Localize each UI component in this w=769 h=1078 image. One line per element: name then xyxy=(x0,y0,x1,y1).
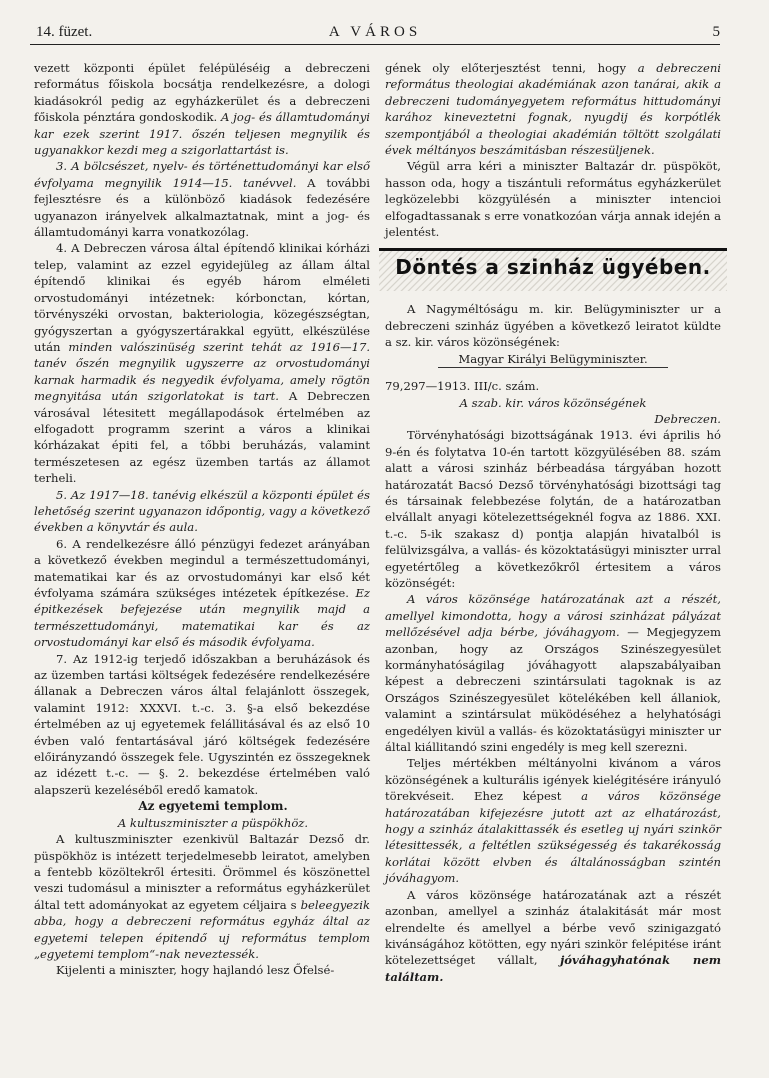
paragraph xyxy=(34,158,370,240)
paragraph xyxy=(34,60,370,158)
text: Teljes mértékben méltányolni kivánom a város közönségének a kulturális igények kielégitésére irányuló törekvéseit. Ehez képest xyxy=(385,756,721,804)
italic-text: 3. A bölcsészet, nyelv- és történettudományi kar első évfolyama megnyilik 1914—15. tanévvel. xyxy=(34,159,370,190)
paragraph xyxy=(34,536,370,651)
bold-italic-text: jóváhagyhatónak nem találtam. xyxy=(385,953,722,984)
text: 4. A Debreczen városa által építendő klinikai kórházi telep, valamint az ezzel egyidejüleg az állam által építendő klinikai és egyéb három elméleti orvostudományi intézetnek: kórbonctan, kórtan, törvényszéki orvostan, bakteriologia, közegészségtan, gyógyszertan a gyógyszertárakkal együtt, elkészülése után xyxy=(34,241,370,354)
paragraph xyxy=(385,591,721,755)
paragraph: 7. Az 1912-ig terjedő időszakban a beruházások és az üzemben tartási költségek fedezésére rendelkezésére állanak a Debreczen város által felajánlott összegek, valamint 1912: XXXVI. t.-c. 3. §-a első bekezdése értelmében az uj egyetemek felállitásával és az első 10 évben való fentartásával járó költségek fedezésére előirányzandó összegek fele. Ugyszintén ez összegeknek az idézett t.-c. — §. 2. bekezdése értelmében való alapszerü kezeléséből eredő kamatok. xyxy=(34,651,370,797)
page-header xyxy=(30,22,720,45)
right-column xyxy=(385,60,721,985)
text: A kultuszminiszter ezenkivül Baltazár Dezső dr. püspökhöz is intézett terjedelmesebb leiratot, amelyben a fentebb közöltekről értesiti. Örömmel és köszönettel veszi tudomásul a miniszter a református egyházkerület által tett adományokat az egyetem céljaira s xyxy=(34,832,370,912)
paragraph: Törvényhatósági bizottságának 1913. évi április hó 9-én és folytatva 10-én tartott közgyülésében 88. szám alatt a városi szinház bérbeadása tárgyában hozott határozatát Bacsó Dezső törvényhatósági bizottsági tag és társainak felebbezése folytán, de a határozatban elvállalt anyagi kötelezettségeknél fogva az 1886. XXI. t.-c. 5-ik szakasz d) pontja alapján hivatalból is felülvizsgálva, a vallás- és közoktatásügyi miniszter urral egyetértőleg a következőkről értesitem a város közönségét: xyxy=(385,428,721,590)
paragraph xyxy=(385,60,721,158)
addressee: A szab. kir. város közönségének xyxy=(459,395,647,410)
left-column xyxy=(34,60,370,979)
ministry-line: Magyar Királyi Belügyminiszter. xyxy=(458,351,648,366)
text: — Megjegyzem azonban, hogy az Országos Szinészegyesület kormányhatóságilag jóváhagyott alapszabályaiban képest a debreczeni szintársulati tagoknak is az Országos Szinészegyesület kötelékében kell állaniok, valamint a szintársulat müködéséhez a helyhatósági engedélyen kivül a vallás- és közoktatásügyi miniszter ur által kiállitandó szini engedély is meg kell szerezni. xyxy=(385,625,722,755)
italic-text: beleegyezik abba, hogy a debreczeni református egyház által az egyetemi telepen épitendő uj református templom „egyetemi templom“-nak neveztessék. xyxy=(34,897,371,961)
italic-text: A város közönsége határozatának azt a részét, amellyel kimondotta, hogy a városi szinházat pályázat mellőzésével adja bérbe, jóváhagyom. xyxy=(385,592,721,640)
page-number: 5 xyxy=(712,24,720,40)
paragraph xyxy=(34,240,370,486)
italic-text: a város közönsége határozatában kifejezésre jutott azt az elhatározást, hogy a szinház átalakittassék és esetleg uj nyári szinkör létesittessék, a feltétlen szükségesség és takarékosság korlátai között elvben és általánosságban szintén jóváhagyom. xyxy=(385,789,722,886)
italic-text: Ez épitkezések befejezése után megnyilik majd a természettudományi, matematikai kar és az orvostudományi kar első és második évfolyama. xyxy=(34,586,371,650)
banner-title: Döntés a szinház ügyében. xyxy=(395,255,711,280)
paragraph xyxy=(34,831,370,962)
section-subtitle: A kultuszminiszter a püspökhöz. xyxy=(117,815,309,830)
paragraph: 5. Az 1917—18. tanévig elkészül a központi épület és lehetőség szerint ugyanazon időpontig, vagy a következő években a könyvtár és aula. xyxy=(34,487,370,535)
text: A Debreczen városával létesitett megállapodások értelmében az elfogadott programm szerint a város a klinikai kórházakat épiti fel, a tőbbi beruházás, valamint természetesen az egész üzemben tartás az államot terheli. xyxy=(34,389,370,486)
paragraph xyxy=(385,887,721,985)
text: gének oly előterjesztést tenni, hogy xyxy=(385,61,627,75)
italic-text: minden valószinüség szerint tehát az 1916—17. tanév őszén megnyilik ugyszerre az orvostudományi karnak harmadik és negyedik évfolyama, amely rögtön megnyitása után szigorlatokat is tart. xyxy=(34,339,371,404)
italic-text: A jog- és államtudományi kar ezek szerint 1917. őszén teljesen megnyilik és ugyanakkor kezdi meg a szigorlattartást is. xyxy=(34,110,371,158)
section-banner xyxy=(379,248,727,291)
text: A város közönsége határozatának azt a részét azonban, amellyel a szinház átalakitását már most elrendelte és amellyel a bérbe vevő szinigazgató kivánságához kötötten, egy nyári szinkör felépitése iránt kötelezettséget vállalt, xyxy=(385,887,721,968)
paragraph: A Nagyméltóságu m. kir. Belügyminiszter ur a debreczeni szinház ügyében a következő leiratot küldte a sz. kir. város közönségének: xyxy=(385,302,721,350)
addressee-city: Debreczen. xyxy=(654,411,721,426)
paragraph: Végül arra kéri a miniszter Baltazár dr. püspököt, hasson oda, hogy a tiszántuli református egyházkerület legközelebbi közgyülésén a miniszter intencioi elfogadtassanak s erre vonatkozóan várja annak idején a jelentést. xyxy=(385,159,721,240)
journal-title: A VÁROS xyxy=(328,24,422,40)
text: vezett központi épület felépüléséig a debreczeni református főiskola bocsátja rendelkezésre, a dologi kiadásokról pedig az egyházkerület és a debreczeni főiskola pénztára gondoskodik. xyxy=(34,61,370,125)
text: 6. A rendelkezésre álló pénzügyi fedezet arányában a következő években megindul a természettudományi, matematikai kar és az orvostudományi kar első két évfolyama számára szükséges intézetek építkezése. xyxy=(34,536,370,600)
section-title: Az egyetemi templom. xyxy=(138,799,288,814)
divider xyxy=(438,367,668,368)
reference-number: 79,297—1913. III/c. szám. xyxy=(385,379,540,394)
issue-number: 14. füzet. xyxy=(36,24,93,40)
text: A további fejlesztésre és a különböző kiadások fedezésére ugyanazon irányelvek alkalmaztatnak, mint a jog- és államtudományi karra vonatkozólag. xyxy=(34,175,370,240)
paragraph xyxy=(385,755,721,886)
italic-text: a debreczeni református theologiai akadémiának azon tanárai, akik a debreczeni tudományegyetem református hittudományi karához kineveztetni fognak, nyugdij és korpótlék szempontjából a theologiai akadémián töltött szolgálati évek méltányos beszámitásban részesüljenek. xyxy=(385,61,722,158)
paragraph: Kijelenti a miniszter, hogy hajlandó lesz Őfelsé- xyxy=(56,963,335,978)
